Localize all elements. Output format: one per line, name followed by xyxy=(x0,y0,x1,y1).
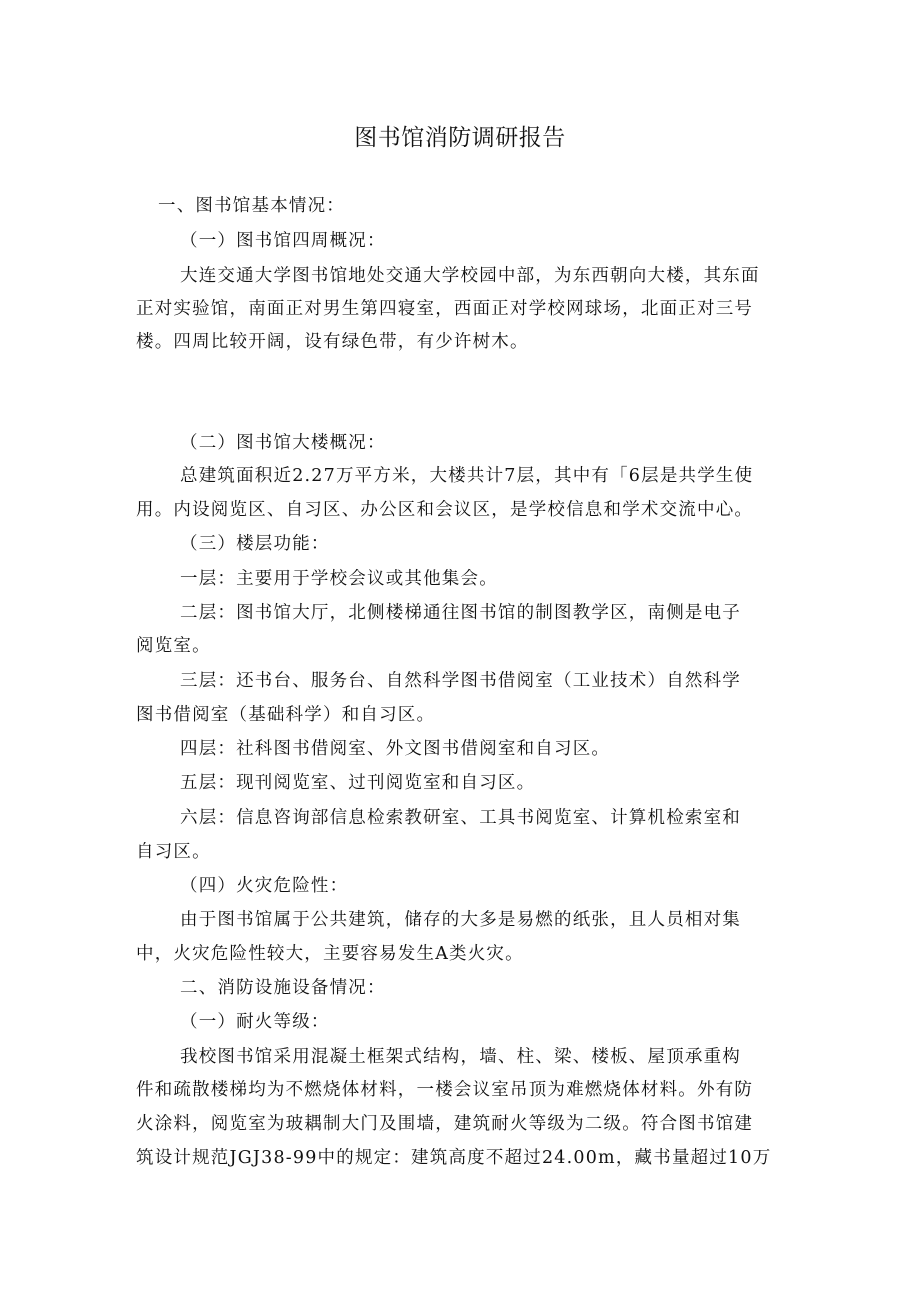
floor-4-line: 四层：社科图书借阅室、外文图书借阅室和自习区。 xyxy=(180,739,611,759)
floor-6-line: 六层：信息咨询部信息检索教研室、工具书阅览室、计算机检索室和 xyxy=(180,808,741,828)
section-heading-1: 一、图书馆基本情况： xyxy=(158,196,345,216)
subsection-heading-1-1: （一）图书馆四周概况： xyxy=(180,231,386,251)
paragraph-line: 件和疏散楼梯均为不燃烧体材料，一楼会议室吊顶为难燃烧体材料。外有防 xyxy=(136,1080,754,1100)
paragraph-line: 自习区。 xyxy=(136,842,211,862)
document-title: 图书馆消防调研报告 xyxy=(354,125,566,151)
subsection-heading-1-4: （四）火灾危险性： xyxy=(180,876,349,896)
paragraph-line: 图书借阅室（基础科学）和自习区。 xyxy=(136,705,436,725)
floor-1-line: 一层：主要用于学校会议或其他集会。 xyxy=(180,569,498,589)
paragraph-line: 中，火灾危险性较大，主要容易发生A类火灾。 xyxy=(136,944,524,964)
floor-3-line: 三层：还书台、服务台、自然科学图书借阅室（工业技术）自然科学 xyxy=(180,671,741,691)
paragraph-line: 楼。四周比较开阔，设有绿色带，有少许树木。 xyxy=(136,332,529,352)
paragraph-line: 总建筑面积近2.27万平方米，大楼共计7层，其中有「6层是共学生使 xyxy=(180,466,754,486)
subsection-heading-2-1: （一）耐火等级： xyxy=(180,1012,330,1032)
paragraph-line: 筑设计规范JGJ38-99中的规定：建筑高度不超过24.00m，藏书量超过10万 xyxy=(136,1148,772,1168)
paragraph-line: 火涂料，阅览室为玻耦制大门及围墙，建筑耐火等级为二级。符合图书馆建 xyxy=(136,1114,754,1134)
paragraph-line: 阅览室。 xyxy=(136,636,211,656)
paragraph-line: 大连交通大学图书馆地处交通大学校园中部，为东西朝向大楼，其东面 xyxy=(180,266,760,286)
subsection-heading-1-3: （三）楼层功能： xyxy=(180,534,330,554)
paragraph-line: 正对实验馆，南面正对男生第四寝室，西面正对学校网球场，北面正对三号 xyxy=(136,299,754,319)
section-heading-2: 二、消防设施设备情况： xyxy=(180,978,386,998)
floor-2-line: 二层：图书馆大厅，北侧楼梯通往图书馆的制图教学区，南侧是电子 xyxy=(180,603,741,623)
subsection-heading-1-2: （二）图书馆大楼概况： xyxy=(180,433,386,453)
floor-5-line: 五层：现刊阅览室、过刊阅览室和自习区。 xyxy=(180,773,536,793)
paragraph-line: 我校图书馆采用混凝土框架式结构，墙、柱、梁、楼板、屋顶承重构 xyxy=(180,1047,741,1067)
paragraph-line: 用。内设阅览区、自习区、办公区和会议区，是学校信息和学术交流中心。 xyxy=(136,500,754,520)
paragraph-line: 由于图书馆属于公共建筑，储存的大多是易燃的纸张，且人员相对集 xyxy=(180,910,741,930)
